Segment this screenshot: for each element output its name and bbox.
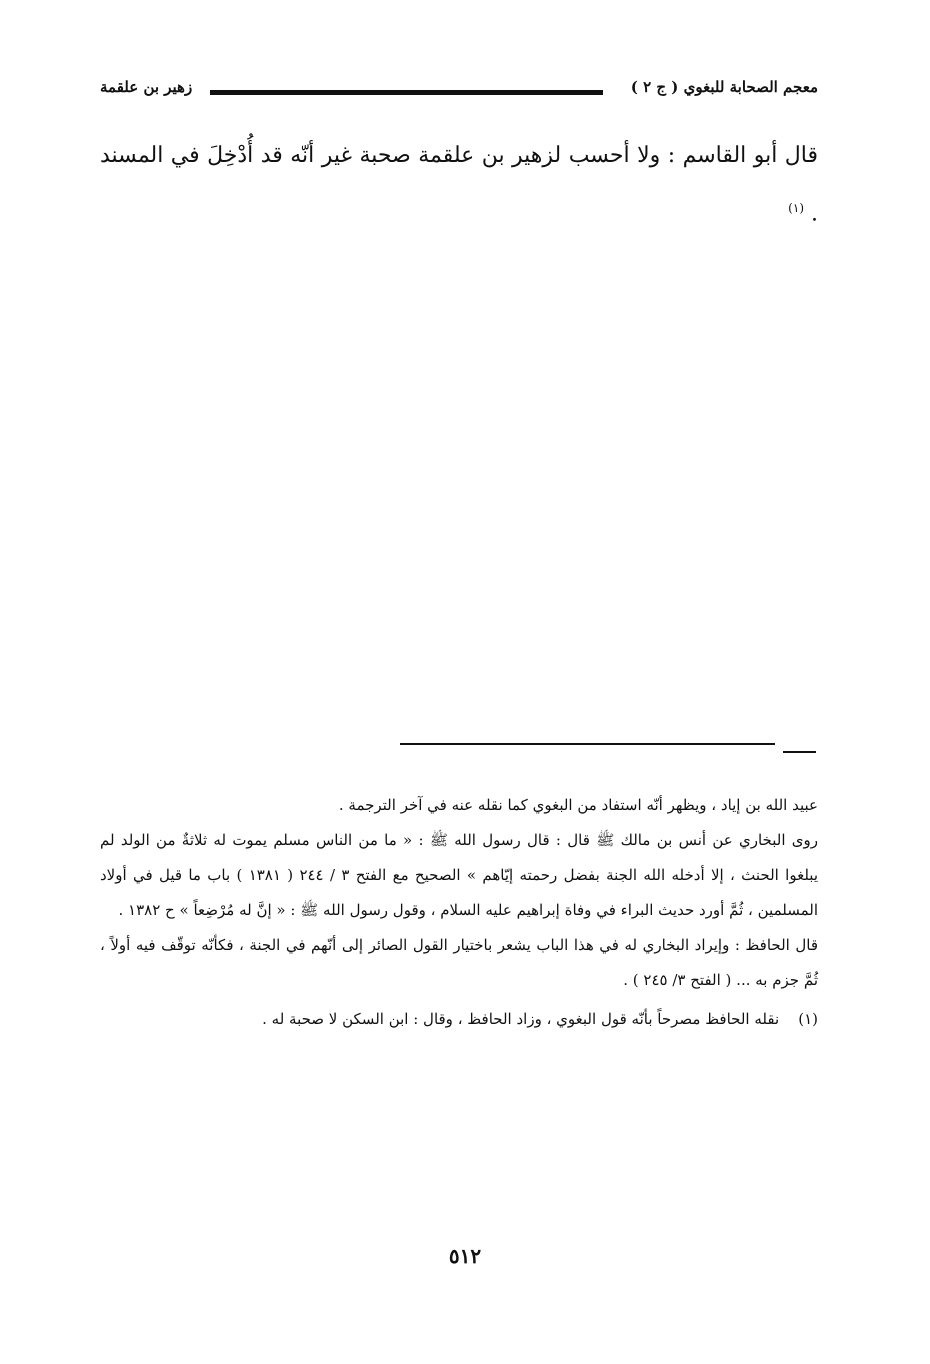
page-number: ٥١٢: [448, 1244, 482, 1268]
footnote-1-text: نقله الحافظ مصرحاً بأنّه قول البغوي ، وزاد الحافظ ، وقال : ابن السكن لا صحبة له .: [262, 1010, 780, 1028]
header-rule: [210, 90, 603, 95]
footnote-1: [100, 1002, 818, 1037]
footnote-separator: [400, 743, 775, 745]
footnote-reference: (١): [788, 201, 804, 215]
entry-name: زهير بن علقمة: [100, 78, 193, 96]
footnote-1-marker: (١): [798, 1010, 818, 1028]
footnotes: [100, 788, 818, 1037]
main-paragraph-text: قال أبو القاسم : ولا أحسب لزهير بن علقمة صحبة غير أنّه قد أُدْخِلَ في المسند .: [100, 143, 818, 227]
running-header: [100, 76, 818, 108]
footnote-continued-1: عبيد الله بن إياد ، ويظهر أنّه استفاد من البغوي كما نقله عنه في آخر الترجمة .: [338, 796, 818, 814]
footnote-continued-3: قال الحافظ : وإيراد البخاري له في هذا الباب يشعر باختيار القول الصائر إلى أنّهم في الجنة ، فكأنّه توقّف فيه أولاً ، ثُمَّ جزم به ... ( الفتح ٣/ ٢٤٥ ) .: [100, 936, 818, 989]
book-title: معجم الصحابة للبغوي ( ج ٢ ): [630, 78, 818, 96]
footnote-separator-short: [783, 751, 816, 753]
footnote-continued-2: روى البخاري عن أنس بن مالك ﷺ قال : قال رسول الله ﷺ : « ما من الناس مسلم يموت له ثلاثةٌ من الولد لم يبلغوا الحنث ، إلا أدخله الله الجنة بفضل رحمته إيّاهم » الصحيح مع الفتح ٣ / ٢٤٤ ( ١٣٨١ ) باب ما قيل في أولاد المسلمين ، ثُمَّ أورد حديث البراء في وفاة إبراهيم عليه السلام ، وقول رسول الله ﷺ : « إنَّ له مُرْضِعاً » ح ١٣٨٢ .: [100, 831, 818, 919]
main-paragraph: [100, 130, 818, 240]
